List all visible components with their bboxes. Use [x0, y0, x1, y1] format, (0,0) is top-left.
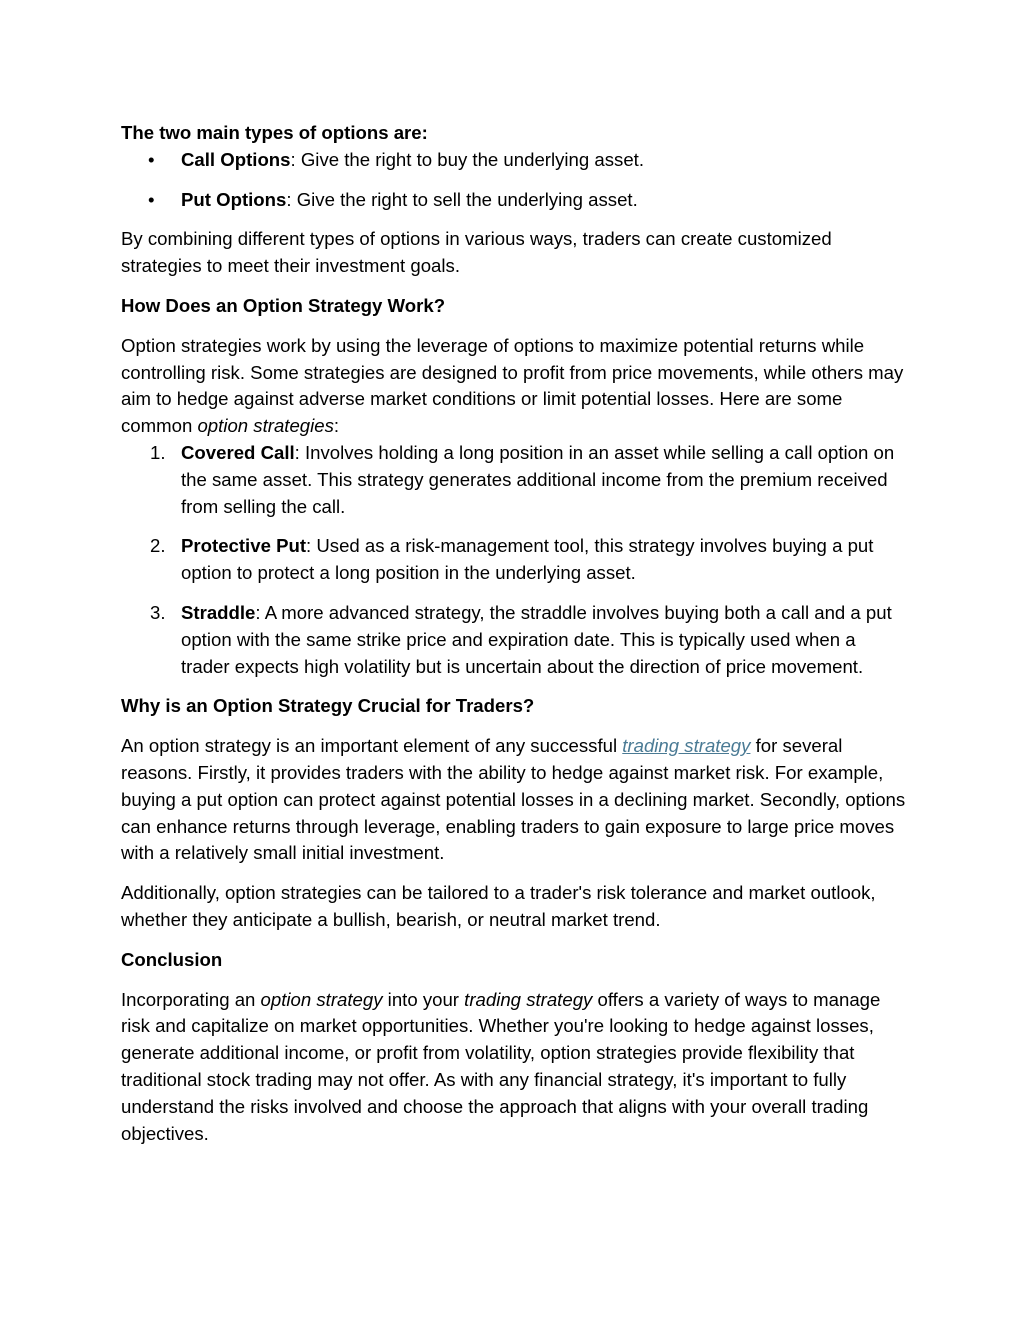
list-item	[121, 600, 906, 680]
combining-paragraph: By combining different types of options in various ways, traders can create customized strategies to meet their investment goals.	[121, 228, 832, 277]
option-types-list	[121, 147, 906, 214]
trading-strategy-link[interactable]: trading strategy	[622, 735, 751, 757]
strategy-text: : Used as a risk-management tool, this strategy involves buying a put option to protect a long position in the underlying asset.	[181, 535, 874, 584]
intro-heading: The two main types of options are:	[121, 122, 428, 143]
bullet-icon: •	[148, 188, 155, 210]
how-paragraph-italic: option strategies	[197, 415, 334, 437]
conclusion-italic-1: option strategy	[260, 988, 383, 1010]
conclusion-heading: Conclusion	[121, 948, 223, 970]
how-paragraph-after: :	[333, 415, 340, 437]
why-heading: Why is an Option Strategy Crucial for Traders?	[121, 695, 535, 717]
why-paragraph-before: An option strategy is an important element of any successful	[121, 735, 623, 757]
strategy-term: Covered Call	[181, 441, 295, 463]
list-item	[121, 187, 906, 214]
conclusion-text-2: into your	[382, 988, 465, 1010]
list-item	[121, 440, 906, 520]
why-paragraph-after: for several reasons. Firstly, it provides traders with the ability to hedge against market risk. For example, buying a put option can protect against potential losses in a declining market. Secondly, options can enhance returns through leverage, enabling traders to gain exposure to large price moves with a relatively small initial investment.	[121, 735, 906, 864]
option-type-text: : Give the right to sell the underlying asset.	[286, 188, 638, 210]
strategy-text: : Involves holding a long position in an asset while selling a call option on the same asset. This strategy generates additional income from the premium received from selling the call.	[181, 441, 895, 517]
conclusion-paragraph	[121, 987, 906, 1148]
strategy-term: Protective Put	[181, 535, 307, 557]
why-paragraph	[121, 733, 906, 867]
strategies-list	[121, 440, 906, 680]
option-type-term: Call Options	[181, 148, 291, 170]
how-heading: How Does an Option Strategy Work?	[121, 294, 446, 316]
how-paragraph	[121, 333, 906, 440]
option-type-term: Put Options	[181, 188, 287, 210]
list-item	[121, 147, 906, 174]
list-number: 3.	[150, 601, 166, 623]
option-type-text: : Give the right to buy the underlying asset.	[290, 148, 644, 170]
bullet-icon: •	[148, 148, 155, 170]
conclusion-italic-2: trading strategy	[464, 988, 593, 1010]
conclusion-text-1: Incorporating an	[121, 988, 261, 1010]
strategy-term: Straddle	[181, 601, 256, 623]
conclusion-text-3: offers a variety of ways to manage risk and capitalize on market opportunities. Whether you're looking to hedge against losses, generate additional income, or profit from volatility, option strategies provide flexibility that traditional stock trading may not offer. As with any financial strategy, it's important to fully understand the risks involved and choose the approach that aligns with your overall trading objectives.	[121, 988, 881, 1144]
list-number: 2.	[150, 535, 166, 557]
strategy-text: : A more advanced strategy, the straddle involves buying both a call and a put option with the same strike price and expiration date. This is typically used when a trader expects high volatility but is uncertain about the direction of price movement.	[181, 601, 892, 677]
how-paragraph-text: Option strategies work by using the leverage of options to maximize potential returns while controlling risk. Some strategies are designed to profit from price movements, while others may aim to hedge against adverse market conditions or limit potential losses. Here are some common	[121, 334, 904, 437]
list-item	[121, 533, 906, 587]
additionally-paragraph: Additionally, option strategies can be tailored to a trader's risk tolerance and market outlook, whether they anticipate a bullish, bearish, or neutral market trend.	[121, 882, 876, 930]
list-number: 1.	[150, 441, 166, 463]
document-page	[121, 120, 906, 1147]
